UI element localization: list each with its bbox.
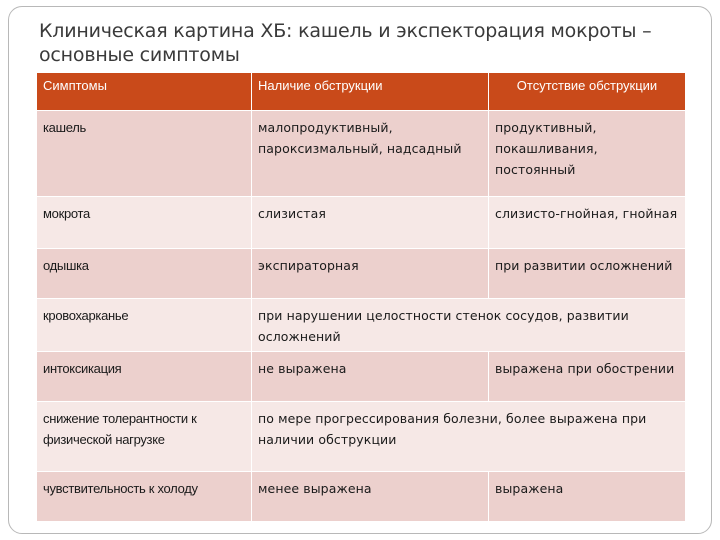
with-obstruction-cell: малопродуктивный, пароксизмальный, надсадный [252,111,489,197]
symptom-cell: снижение толерантности к физической нагрузке [37,402,252,472]
table-row [37,197,686,249]
symptoms-table [36,72,686,522]
symptom-cell: интоксикация [37,352,252,402]
without-obstruction-cell: продуктивный, покашливания, постоянный [489,111,686,197]
symptom-cell: чувствительность к холоду [37,472,252,522]
without-obstruction-cell: выражена [489,472,686,522]
table-row [37,249,686,299]
table-row [37,402,686,472]
merged-value-cell: по мере прогрессирования болезни, более выражена при наличии обструкции [252,402,686,472]
table-row [37,472,686,522]
without-obstruction-cell: при развитии осложнений [489,249,686,299]
header-symptoms: Симптомы [37,73,252,111]
title-line-1: Клиническая картина ХБ: кашель и экспекторация мокроты – [39,20,652,42]
symptom-cell: мокрота [37,197,252,249]
symptom-cell: кашель [37,111,252,197]
with-obstruction-cell: слизистая [252,197,489,249]
title-line-2: основные симптомы [39,44,240,66]
table-row [37,111,686,197]
without-obstruction-cell: выражена при обострении [489,352,686,402]
merged-value-cell: при нарушении целостности стенок сосудов, развитии осложнений [252,299,686,352]
with-obstruction-cell: не выражена [252,352,489,402]
table-header-row [37,73,686,111]
symptom-cell: одышка [37,249,252,299]
table-row [37,352,686,402]
with-obstruction-cell: менее выражена [252,472,489,522]
with-obstruction-cell: экспираторная [252,249,489,299]
header-with-obstruction: Наличие обструкции [252,73,489,111]
without-obstruction-cell: слизисто-гнойная, гнойная [489,197,686,249]
header-without-obstruction: Отсутствие обструкции [489,73,686,111]
page-title [39,19,699,67]
table-row [37,299,686,352]
symptom-cell: кровохарканье [37,299,252,352]
